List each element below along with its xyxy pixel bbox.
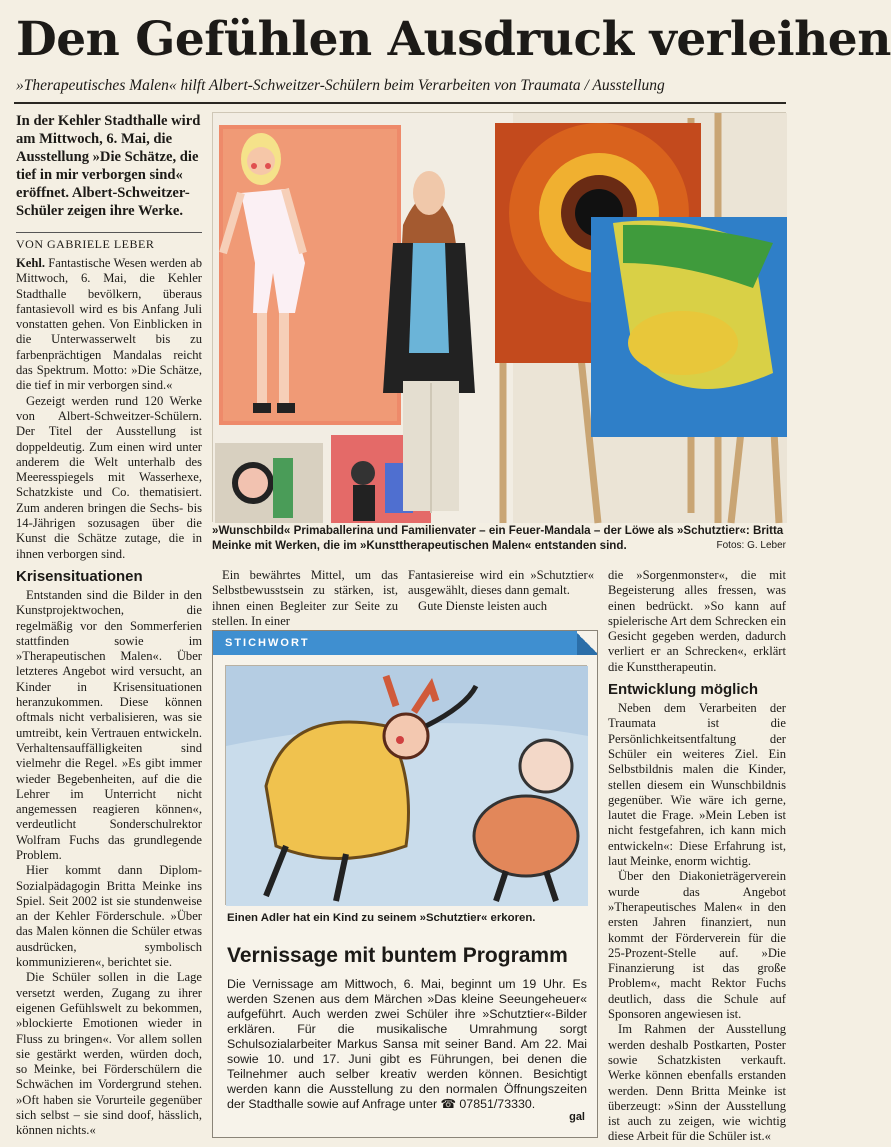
paragraph: Im Rahmen der Ausstellung werden deshalb Postkarten, Poster sowie Schatzkisten verkauft. Werke können ebenfalls erstanden werden. Denn Britta Meinke ist überzeugt: »Sinn der Ausstellung ist auch zu zeigen, wie wichtig diese Arbeit für die Schüler ist.« [608, 1022, 786, 1144]
subheadline: »Therapeutisches Malen« hilft Albert-Schweitzer-Schülern beim Verarbeiten von Traumata / Ausstellung [16, 77, 665, 94]
header-rule [14, 102, 786, 104]
dateline: Kehl. [16, 256, 46, 270]
paragraph: die »Sorgenmonster«, die mit Begeisterung alles fressen, was einen bedrückt. »So kann auf spielerische Art dem Schrecken ein Gesicht gegeben werden, dadurch verliert er an Schrecken«, erklärt die Kunsttherapeutin. [608, 568, 786, 674]
main-photo [212, 112, 786, 522]
photo-caption: »Wunschbild« Primaballerina und Familienvater – ein Feuer-Mandala – der Löwe als »Schutztier«: Britta Meinke mit Werken, die im »Kunsttherapeutischen Malen« entstanden sind. Fotos: G. Leber [212, 524, 786, 552]
box-text: Die Vernissage am Mittwoch, 6. Mai, beginnt um 19 Uhr. Es werden Szenen aus dem Märchen »Das kleine Seeungeheuer« aufgeführt. Auch werden zwei Schüler ihre »Schutztier«-Bilder erklären. Für die musikalische Umrahmung sorgt Schulsozialarbeiter Markus Sansa mit seiner Band. Am 22. Mai sowie 10. und 17. Juni gibt es Führungen, bei denen die Teilnehmer auch selber kreativ werden können. Besichtigt werden kann die Ausstellung zu den normalen Öffnungszeiten der Stadthalle sowie auf Anfrage unter ☎ 07851/73330. [227, 977, 587, 1111]
eagle-painting-illustration [226, 666, 588, 906]
article-column-1 [16, 256, 202, 1139]
subheading-entwicklung: Entwicklung möglich [608, 681, 759, 699]
stichwort-tag: STICHWORT [213, 631, 597, 655]
ballerina-painting [219, 125, 401, 425]
paragraph: Ein bewährtes Mittel, um das Selbstbewusstsein zu stärken, ist, ihnen einen Begleiter zur Seite zu stellen. In einer [212, 568, 398, 628]
article-column-2 [212, 568, 398, 629]
stichwort-box [212, 630, 598, 1138]
lion-painting [591, 217, 787, 437]
box-heading: Vernissage mit buntem Programm [227, 944, 568, 967]
article-column-3 [408, 568, 594, 614]
subheading-krisensituationen: Krisensituationen [16, 567, 143, 585]
small-paintings [215, 435, 431, 523]
article-column-4 [608, 568, 786, 1145]
paragraph: Hier kommt dann Diplom-Sozialpädagogin Britta Meinke ins Spiel. Seit 2002 ist sie stundenweise an der Kehler Förderschule. »Über das Malen können die Schüler etwas ausdrücken, symbolisch kommunizieren«, berichtet sie. [16, 863, 202, 970]
paragraph: Gute Dienste leisten auch [418, 598, 548, 613]
paragraph: Gezeigt werden rund 120 Werke von Albert-Schweitzer-Schülern. Der Titel der Ausstellung ist doppeldeutig. Zum einen wird unter anderem die Welt unterhalb des Meeresspiegels mit Wasserhexe, Schatzkiste und Co. thematisiert. Zum anderen bringen die Sechs- bis 14-Jährigen sozusagen über die Kunst die Schätze zutage, die in ihnen verborgen sind. [16, 393, 202, 561]
lead-paragraph: In der Kehler Stadthalle wird am Mittwoch, 6. Mai, die Ausstellung »Die Schätze, die tief in mir verborgen sind« eröffnet. Albert-Schweitzer-Schüler zeigen ihre Werke. [16, 113, 201, 219]
paragraph: Neben dem Verarbeiten der Traumata ist die Persönlichkeitsentfaltung der Schüler ein weiteres Ziel. Ein Selbstbildnis malen die Kinder, stellen diesem ein Wunschbildnis gegenüber. Wie wäre ich gerne, lautet die Frage. »Mein Leben ist nicht festgefahren, ich kann mich entwickeln«: Diese Erfahrung ist, laut Meinke, enorm wichtig. [608, 701, 786, 869]
tag-fold [577, 631, 597, 655]
paragraph: Die Schüler sollen in die Lage versetzt werden, Zugang zu ihrer eigenen Gefühlswelt zu bekommen, »blockierte Emotionen wieder in Fluss zu bringen«. Vor allem sollen sie gestärkt werden, würden doch, so Meinke, bei Förderschülern die Schwächen im Vordergrund stehen. »Oft haben sie Vorurteile gegenüber sich selbst – sie sind doof, hässlich, können nichts.« [16, 970, 202, 1138]
paragraph: Über den Diakonieträgerverein wurde das Angebot »Therapeutisches Malen« in den ersten Jahren finanziert, nun kommt der Förderverein für die 25-Prozent-Stelle auf. »Die Finanzierung ist das große Problem«, macht Rektor Fuchs deutlich, dass die Schule auf Sponsoren angewiesen ist. [608, 869, 786, 1022]
photo-illustration [213, 113, 787, 523]
byline: VON GABRIELE LEBER [16, 232, 202, 251]
paragraph: Kehl. Fantastische Wesen werden ab Mittwoch, 6. Mai, die Kehler Stadthalle bevölkern, überaus fantasievoll wird es bis Anfang Juli vonstatten gehen. Von Einblicken in die Unterwasserwelt bis zu farbenprächtigen Mandalas reicht das Spektrum. Motto: »Die Schätze, die tief in mir verborgen sind.« [16, 256, 202, 393]
eagle-painting [225, 665, 587, 905]
photo-credit: Fotos: G. Leber [716, 540, 786, 551]
paragraph: Fantasiereise wird ein »Schutztier« ausgewählt, dieses dann gemalt. [408, 568, 594, 598]
author-signature: gal [569, 1111, 585, 1123]
eagle-caption: Einen Adler hat ein Kind zu seinem »Schutztier« erkoren. [227, 912, 536, 924]
paragraph: Entstanden sind die Bilder in den Kunstprojektwochen, die regelmäßig vor den Sommerferien stattfinden sowie im »Therapeutischen Malen«. Über letzteres Angebot wird versucht, an Kinder in Krisensituationen heranzukommen. Diese können oftmals nicht verbalisieren, was sie umtreibt, kein Vertrauen entwickeln. Verhaltensauffälligkeiten sind vielmehr die Regel. »Es gibt immer wieder Begebenheiten, auf die die Lehrer im Unterricht nicht angemessen reagieren können«, verdeutlicht Sonderschulrektor Wolfram Fuchs das grundlegende Problem. [16, 587, 202, 862]
headline: Den Gefühlen Ausdruck verleihen [16, 12, 891, 67]
